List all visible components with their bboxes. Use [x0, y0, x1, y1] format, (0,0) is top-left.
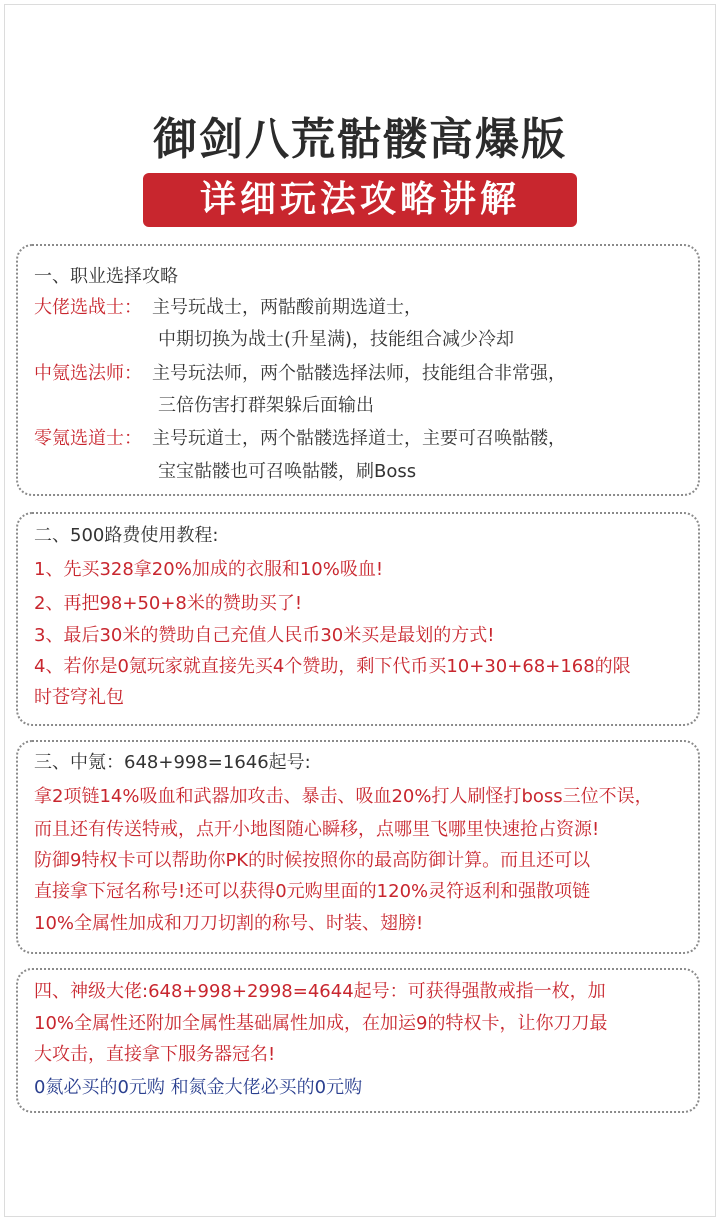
list-item: 10%全属性加成和刀刀切割的称号、时装、翅膀!	[34, 913, 424, 934]
list-item: 而且还有传送特戒，点开小地图随心瞬移，点哪里飞哪里快速抢占资源!	[34, 819, 600, 840]
item-text: 主号玩战士，两骷酸前期选道士，	[152, 297, 422, 318]
item-text: 主号玩法师，两个骷髅选择法师，技能组合非常强，	[152, 363, 566, 384]
footer-note: 0氮必买的0元购 和氮金大佬必买的0元购	[34, 1077, 363, 1098]
list-item: 10%全属性还附加全属性基础属性加成，在加运9的特权卡，让你刀刀最	[34, 1013, 608, 1034]
list-item: 大攻击，直接拿下服务器冠名!	[34, 1044, 276, 1065]
list-item: 防御9特权卡可以帮助你PK的时候按照你的最高防御计算。而且还可以	[34, 850, 591, 871]
subtitle-banner	[143, 173, 577, 227]
section3-heading: 三、中氪：648+998=1646起号:	[34, 752, 311, 773]
section2-heading: 二、500路费使用教程:	[34, 525, 219, 546]
item-label: 零氪选道士：	[34, 428, 142, 449]
item-text: 主号玩道士，两个骷髅选择道士，主要可召唤骷髅，	[152, 428, 566, 449]
list-item: 直接拿下冠名称号!还可以获得0元购里面的120%灵符返利和强散项链	[34, 881, 591, 902]
item-label: 大佬选战士：	[34, 297, 142, 318]
list-item: 拿2项链14%吸血和武器加攻击、暴击、吸血20%打人刷怪打boss三位不误，	[34, 786, 653, 807]
section1-heading: 一、职业选择攻略	[34, 266, 178, 287]
section4-heading: 四、神级大佬:648+998+2998=4644起号：可获得强散戒指一枚，加	[34, 981, 606, 1002]
list-item: 2、再把98+50+8米的赞助买了!	[34, 593, 303, 614]
page-title: 御剑八荒骷髅高爆版	[153, 114, 567, 165]
banner-text: 详细玩法攻略讲解	[199, 179, 520, 220]
list-item: 4、若你是0氪玩家就直接先买4个赞助，剩下代币买10+30+68+168的限	[34, 656, 631, 677]
list-item: 3、最后30米的赞助自己充值人民币30米买是最划的方式!	[34, 625, 495, 646]
item-text: 中期切换为战士(升星满)，技能组合减少冷却	[158, 329, 515, 350]
item-label: 中氪选法师：	[34, 363, 142, 384]
item-text: 三倍伤害打群架躲后面输出	[158, 395, 374, 416]
item-text: 宝宝骷髅也可召唤骷髅，刷Boss	[158, 461, 417, 482]
list-item: 时苍穹礼包	[34, 687, 124, 708]
list-item: 1、先买328拿20%加成的衣服和10%吸血!	[34, 559, 384, 580]
